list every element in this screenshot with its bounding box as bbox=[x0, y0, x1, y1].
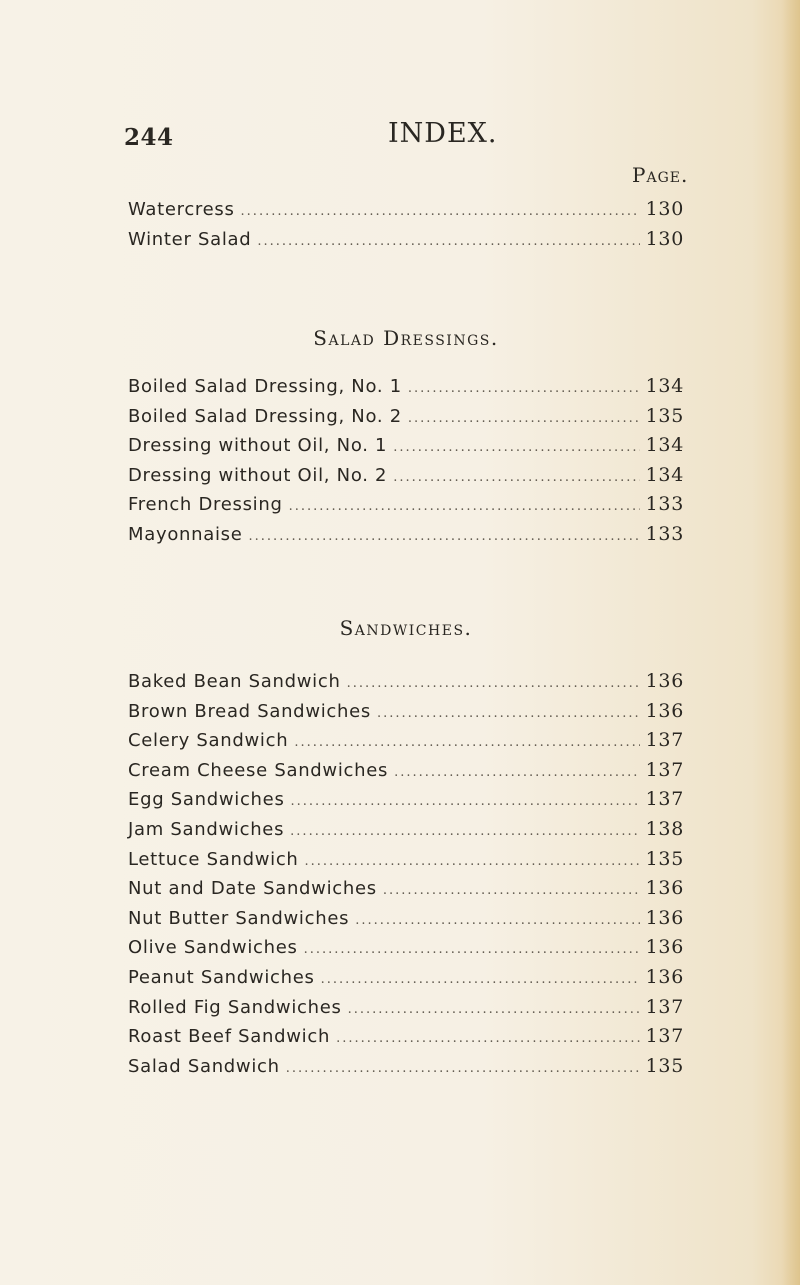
entry-label: Nut Butter Sandwiches bbox=[128, 907, 350, 929]
dot-leader bbox=[408, 404, 640, 434]
index-entry bbox=[128, 874, 684, 904]
index-entry bbox=[128, 697, 684, 727]
dot-leader bbox=[294, 728, 639, 758]
entry-label: Boiled Salad Dressing, No. 2 bbox=[128, 405, 402, 427]
section-heading: Salad Dressings. bbox=[313, 326, 499, 350]
dot-leader bbox=[290, 817, 639, 847]
index-entry bbox=[128, 904, 684, 934]
index-entry bbox=[128, 461, 684, 491]
entry-label: Cream Cheese Sandwiches bbox=[128, 759, 389, 781]
entry-label: Salad Sandwich bbox=[128, 1055, 280, 1077]
page-number: 244 bbox=[124, 124, 174, 151]
index-entry bbox=[128, 756, 684, 786]
entry-page: 133 bbox=[645, 522, 684, 545]
entry-page: 137 bbox=[645, 995, 684, 1018]
entry-label: Lettuce Sandwich bbox=[128, 848, 299, 870]
salads-continued-list bbox=[128, 195, 684, 254]
entry-label: Winter Salad bbox=[128, 228, 252, 250]
index-entry bbox=[128, 195, 684, 225]
dot-leader bbox=[383, 876, 640, 906]
entry-label: Dressing without Oil, No. 1 bbox=[128, 435, 388, 457]
entry-page: 134 bbox=[645, 463, 684, 486]
dot-leader bbox=[377, 699, 640, 729]
entry-page: 136 bbox=[645, 877, 684, 900]
entry-page: 134 bbox=[645, 375, 684, 397]
entry-label: Boiled Salad Dressing, No. 1 bbox=[128, 376, 402, 397]
entry-label: Peanut Sandwiches bbox=[128, 966, 315, 988]
dot-leader bbox=[241, 197, 640, 227]
section-heading: Sandwiches. bbox=[339, 616, 473, 640]
index-entry bbox=[128, 372, 684, 402]
sandwiches-entries bbox=[128, 667, 684, 1081]
dot-leader bbox=[249, 522, 640, 552]
index-entry bbox=[128, 1052, 684, 1082]
index-entry bbox=[128, 402, 684, 432]
dot-leader bbox=[286, 1054, 640, 1084]
index-entry bbox=[128, 225, 684, 255]
entry-page: 135 bbox=[645, 1054, 684, 1077]
entry-label: Nut and Date Sandwiches bbox=[128, 878, 377, 900]
entry-page: 130 bbox=[645, 198, 684, 220]
salad-dressings-section bbox=[128, 322, 684, 354]
dot-leader bbox=[321, 965, 640, 995]
entry-page: 135 bbox=[645, 404, 684, 427]
running-title: INDEX. bbox=[388, 118, 498, 149]
entry-page: 136 bbox=[645, 965, 684, 988]
dot-leader bbox=[257, 227, 639, 257]
entry-page: 135 bbox=[645, 847, 684, 870]
entry-page: 137 bbox=[645, 788, 684, 811]
entry-label: Roast Beef Sandwich bbox=[128, 1026, 331, 1048]
dot-leader bbox=[348, 995, 640, 1025]
index-entry bbox=[128, 933, 684, 963]
dot-leader bbox=[394, 758, 640, 788]
entry-page: 137 bbox=[645, 1025, 684, 1048]
index-entry bbox=[128, 1022, 684, 1052]
salads-continued-section bbox=[128, 195, 684, 254]
dot-leader bbox=[289, 492, 640, 522]
entry-page: 133 bbox=[645, 493, 684, 516]
dot-leader bbox=[305, 847, 640, 877]
entry-label: Watercress bbox=[128, 199, 235, 220]
index-entry bbox=[128, 667, 684, 697]
page-column-label: Page. bbox=[632, 163, 689, 187]
entry-label: Mayonnaise bbox=[128, 523, 243, 545]
index-entry bbox=[128, 845, 684, 875]
entry-page: 136 bbox=[645, 936, 684, 959]
index-entry bbox=[128, 785, 684, 815]
index-entry bbox=[128, 963, 684, 993]
salad-dressings-list bbox=[128, 372, 684, 550]
sandwiches-section bbox=[128, 612, 684, 644]
index-entry bbox=[128, 993, 684, 1023]
entry-label: Dressing without Oil, No. 2 bbox=[128, 464, 388, 486]
index-entry bbox=[128, 520, 684, 550]
entry-label: Rolled Fig Sandwiches bbox=[128, 996, 342, 1018]
entry-page: 136 bbox=[645, 906, 684, 929]
sandwiches-list bbox=[128, 667, 684, 1081]
entry-label: French Dressing bbox=[128, 494, 283, 516]
entry-label: Celery Sandwich bbox=[128, 730, 289, 752]
entry-page: 136 bbox=[645, 699, 684, 722]
salad-dressings-entries bbox=[128, 372, 684, 550]
index-entry bbox=[128, 431, 684, 461]
page-header bbox=[124, 118, 684, 158]
dot-leader bbox=[336, 1024, 640, 1054]
entry-label: Jam Sandwiches bbox=[128, 818, 285, 840]
entry-page: 134 bbox=[645, 434, 684, 457]
entry-label: Baked Bean Sandwich bbox=[128, 671, 341, 692]
entry-page: 138 bbox=[645, 817, 684, 840]
entry-page: 136 bbox=[645, 670, 684, 692]
entry-page: 137 bbox=[645, 758, 684, 781]
dot-leader bbox=[393, 463, 639, 493]
dot-leader bbox=[347, 669, 640, 699]
entry-label: Egg Sandwiches bbox=[128, 789, 285, 811]
index-entry bbox=[128, 726, 684, 756]
dot-leader bbox=[304, 935, 640, 965]
dot-leader bbox=[408, 374, 640, 404]
entry-label: Brown Bread Sandwiches bbox=[128, 700, 371, 722]
dot-leader bbox=[393, 433, 639, 463]
dot-leader bbox=[355, 906, 639, 936]
dot-leader bbox=[291, 787, 640, 817]
page-edge-shadow bbox=[782, 0, 800, 1285]
entry-page: 130 bbox=[645, 227, 684, 250]
index-entry bbox=[128, 815, 684, 845]
entry-page: 137 bbox=[645, 729, 684, 752]
entry-label: Olive Sandwiches bbox=[128, 937, 298, 959]
index-entry bbox=[128, 490, 684, 520]
